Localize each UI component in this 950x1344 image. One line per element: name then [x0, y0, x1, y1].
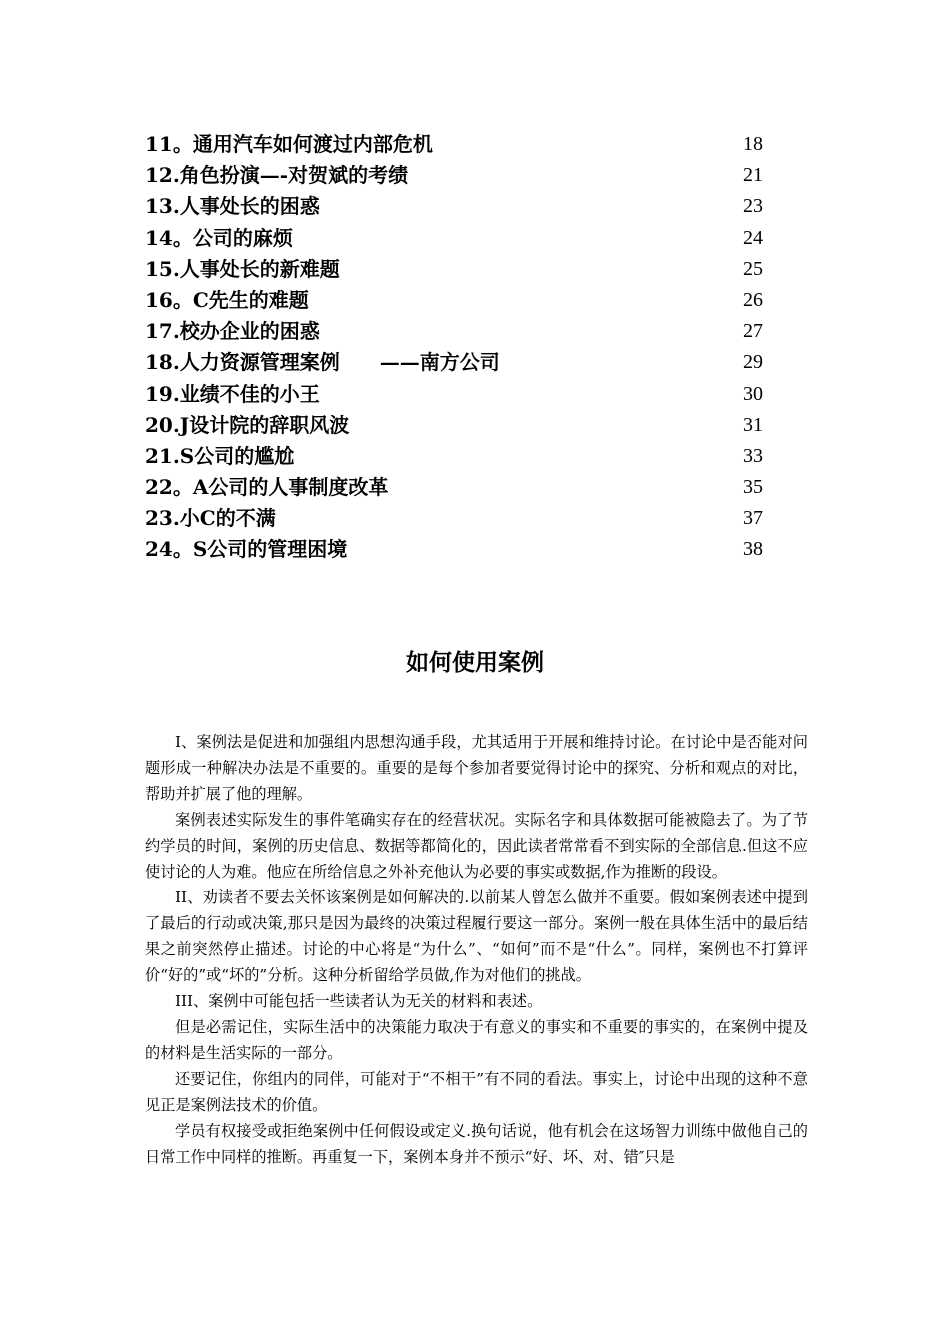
toc-entry-page: 24 — [743, 226, 763, 249]
table-of-contents — [145, 129, 785, 566]
section-title: 如何使用案例 — [406, 650, 544, 676]
toc-entry-number: 19. — [145, 381, 180, 406]
toc-entry-number: 17. — [145, 319, 180, 344]
toc-entry-title: S公司的尴尬 — [179, 443, 295, 468]
toc-entry[interactable] — [145, 191, 785, 222]
toc-entry-number: 24。 — [145, 537, 193, 562]
toc-entry[interactable] — [145, 160, 785, 191]
toc-entry-number: 12. — [145, 163, 180, 188]
body-paragraph: 案例表述实际发生的事件笔确实存在的经营状况。实际名字和具体数据可能被隐去了。为了节约学员的时间，案例的历史信息、数据等都简化的，因此读者常常看不到实际的全部信息.但这不应使讨论的人为难。他应在所给信息之外补充他认为必要的事实或数据,作为推断的段设。 — [145, 810, 808, 881]
body-paragraph: III、案例中可能包括一些读者认为无关的材料和表述。 — [175, 992, 543, 1011]
toc-entry-number: 13. — [145, 194, 180, 219]
toc-entry-title: 业绩不佳的小王 — [179, 381, 320, 406]
toc-entry-number: 23. — [145, 506, 180, 531]
toc-entry-number: 16。 — [145, 287, 193, 312]
toc-entry[interactable] — [145, 379, 785, 410]
toc-entry-title: A公司的人事制度改革 — [192, 475, 389, 500]
toc-entry-title: C先生的难题 — [192, 287, 309, 312]
toc-entry-title: 人事处长的困惑 — [179, 194, 320, 219]
toc-entry-page: 30 — [743, 382, 763, 405]
toc-entry-page: 18 — [743, 133, 763, 155]
toc-entry-page: 25 — [743, 257, 763, 280]
toc-entry-number: 21. — [145, 443, 180, 468]
toc-entry-title: 人事处长的新难题 — [179, 256, 340, 281]
toc-entry[interactable] — [145, 347, 785, 378]
toc-entry[interactable] — [145, 254, 785, 285]
body-paragraph: 但是必需记住，实际生活中的决策能力取决于有意义的事实和不重要的事实的，在案例中提及的材料是生活实际的一部分。 — [145, 1017, 808, 1062]
toc-entry[interactable] — [145, 129, 785, 160]
toc-entry-number: 11。 — [145, 132, 193, 156]
toc-entry-title: 公司的麻烦 — [192, 225, 293, 250]
toc-entry-title: 小C的不满 — [179, 506, 276, 531]
toc-entry-page: 31 — [743, 413, 763, 436]
toc-entry[interactable] — [145, 410, 785, 441]
toc-entry-number: 14。 — [145, 225, 193, 250]
toc-entry-number: 22。 — [145, 475, 193, 500]
toc-entry[interactable] — [145, 441, 785, 472]
toc-entry-title: S公司的管理困境 — [192, 537, 348, 562]
toc-entry-number: 15. — [145, 256, 180, 281]
toc-entry[interactable] — [145, 503, 785, 534]
body-paragraph: 还要记住，你组内的同伴，可能对于“不相干”有不同的看法。事实上，讨论中出现的这种不意见正是案例法技术的价值。 — [145, 1069, 808, 1114]
toc-entry-page: 33 — [743, 444, 763, 467]
toc-entry[interactable] — [145, 472, 785, 503]
toc-entry-number: 18. — [145, 350, 180, 375]
toc-entry-page: 21 — [743, 164, 763, 187]
body-paragraph: II、劝读者不要去关怀该案例是如何解决的.以前某人曾怎么做并不重要。假如案例表述中提到了最后的行动或决策,那只是因为最终的决策过程履行要这一部分。案例一般在具体生活中的最后结果之前突然停止描述。讨论的中心将是“为什么”、“如何”而不是“什么”。同样，案例也不打算评价“好的”或“坏的”分析。这种分析留给学员做,作为对他们的挑战。 — [145, 888, 808, 985]
toc-entry-title: 校办企业的困惑 — [179, 319, 320, 344]
toc-entry-title: 人力资源管理案例 ——南方公司 — [179, 350, 500, 375]
toc-entry-title: 通用汽车如何渡过内部危机 — [192, 132, 433, 156]
toc-entry-title: J设计院的辞职风波 — [179, 412, 350, 437]
toc-entry-page: 35 — [743, 476, 763, 499]
toc-entry[interactable] — [145, 534, 785, 565]
toc-entry[interactable] — [145, 223, 785, 254]
toc-entry-page: 26 — [743, 288, 763, 311]
toc-entry-page: 37 — [743, 507, 763, 530]
toc-entry-page: 27 — [743, 320, 763, 343]
toc-entry-number: 20. — [145, 412, 180, 437]
section-body — [145, 730, 808, 1170]
toc-entry[interactable] — [145, 316, 785, 347]
toc-entry-page: 29 — [743, 351, 763, 374]
toc-entry-page: 38 — [743, 538, 763, 561]
toc-entry-page: 23 — [743, 195, 763, 218]
toc-entry-title: 角色扮演—-对贺斌的考绩 — [179, 163, 409, 188]
body-paragraph: 学员有权接受或拒绝案例中任何假设或定义.换句话说，他有机会在这场智力训练中做他自己的日常工作中同样的推断。再重复一下，案例本身并不预示“好、坏、对、错″只是 — [145, 1121, 808, 1166]
toc-entry[interactable] — [145, 285, 785, 316]
body-paragraph: I、案例法是促进和加强组内思想沟通手段，尤其适用于开展和维持讨论。在讨论中是否能对问题形成一种解决办法是不重要的。重要的是每个参加者要觉得讨论中的探究、分析和观点的对比，帮助并扩展了他的理解。 — [145, 733, 808, 803]
